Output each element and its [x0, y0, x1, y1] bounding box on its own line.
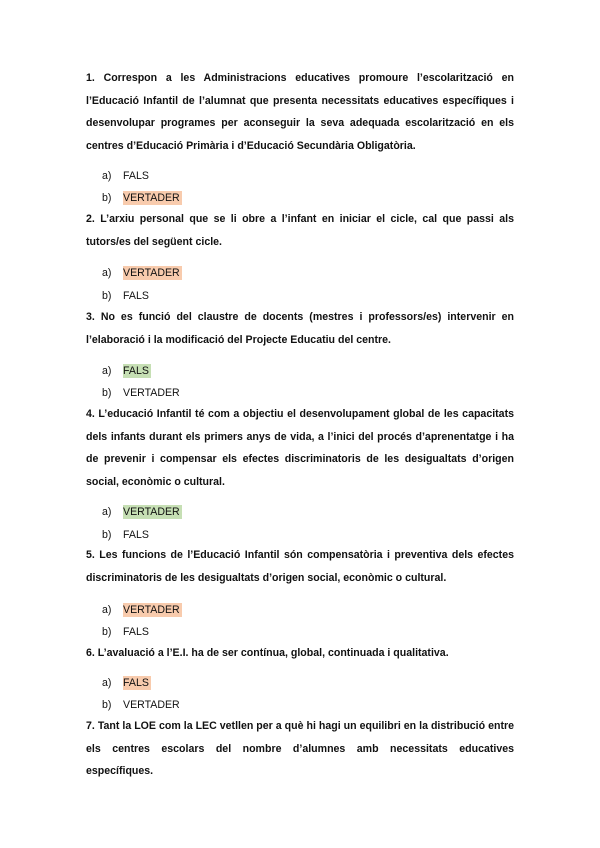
- option-label-highlighted: FALS: [123, 365, 149, 377]
- option-label-highlighted: VERTADER: [123, 267, 180, 279]
- option-letter: a): [102, 604, 112, 616]
- option-letter: b): [102, 387, 112, 399]
- option-letter: a): [102, 506, 112, 518]
- option-label: VERTADER: [123, 699, 180, 711]
- option-label: FALS: [123, 529, 149, 541]
- option-3b[interactable]: [102, 386, 182, 400]
- option-3a[interactable]: [102, 364, 151, 378]
- question-7: 7. Tant la LOE com la LEC vetllen per a què hi hagi un equilibri en la distribució entre els centres escolars del nombre d’alumnes amb necessitats educatives específiques.: [86, 720, 514, 778]
- option-letter: a): [102, 677, 112, 689]
- option-6a[interactable]: [102, 676, 151, 690]
- question-5: 5. Les funcions de l’Educació Infantil són compensatòria i preventiva dels efectes discriminatoris de les desigualtats d’origen social, econòmic o cultural.: [86, 549, 514, 584]
- option-letter: b): [102, 626, 112, 638]
- option-letter: b): [102, 290, 112, 302]
- option-2a[interactable]: [102, 266, 182, 280]
- option-label: FALS: [123, 290, 149, 302]
- option-label-highlighted: VERTADER: [123, 604, 180, 616]
- option-letter: a): [102, 170, 112, 182]
- option-letter: b): [102, 699, 112, 711]
- option-label: VERTADER: [123, 387, 180, 399]
- question-1: 1. Correspon a les Administracions educatives promoure l’escolarització en l’Educació Infantil de l’alumnat que presenta necessitats educatives específiques i desenvolupar programes per aconseguir la seva adequada escolarització en els centres d’Educació Primària i d’Educació Secundària Obligatòria.: [86, 72, 514, 153]
- option-label: FALS: [123, 626, 149, 638]
- option-6b[interactable]: [102, 698, 182, 712]
- question-6: 6. L’avaluació a l’E.I. ha de ser contínua, global, continuada i qualitativa.: [86, 647, 449, 659]
- option-1b[interactable]: [102, 191, 182, 205]
- option-2b[interactable]: [102, 289, 151, 303]
- option-letter: a): [102, 267, 112, 279]
- option-letter: a): [102, 365, 112, 377]
- option-letter: b): [102, 192, 112, 204]
- option-5b[interactable]: [102, 625, 151, 639]
- question-4: 4. L’educació Infantil té com a objectiu el desenvolupament global de les capacitats dels infants durant els primers anys de vida, a l’inici del procés d’aprenentatge i ha de prevenir i compensar els efectes discriminatoris de les desigualtats d’origen social, econòmic o cultural.: [86, 408, 514, 489]
- option-label-highlighted: FALS: [123, 677, 149, 689]
- option-letter: b): [102, 529, 112, 541]
- question-3: 3. No es funció del claustre de docents (mestres i professors/es) intervenir en l’elaboració i la modificació del Projecte Educatiu del centre.: [86, 311, 514, 346]
- option-1a[interactable]: [102, 169, 151, 183]
- option-label: FALS: [123, 170, 149, 182]
- option-4b[interactable]: [102, 528, 151, 542]
- option-5a[interactable]: [102, 603, 182, 617]
- option-4a[interactable]: [102, 505, 182, 519]
- option-label-highlighted: VERTADER: [123, 506, 180, 518]
- option-label-highlighted: VERTADER: [123, 192, 180, 204]
- question-2: 2. L’arxiu personal que se li obre a l’infant en iniciar el cicle, cal que passi als tutors/es del següent cicle.: [86, 213, 514, 248]
